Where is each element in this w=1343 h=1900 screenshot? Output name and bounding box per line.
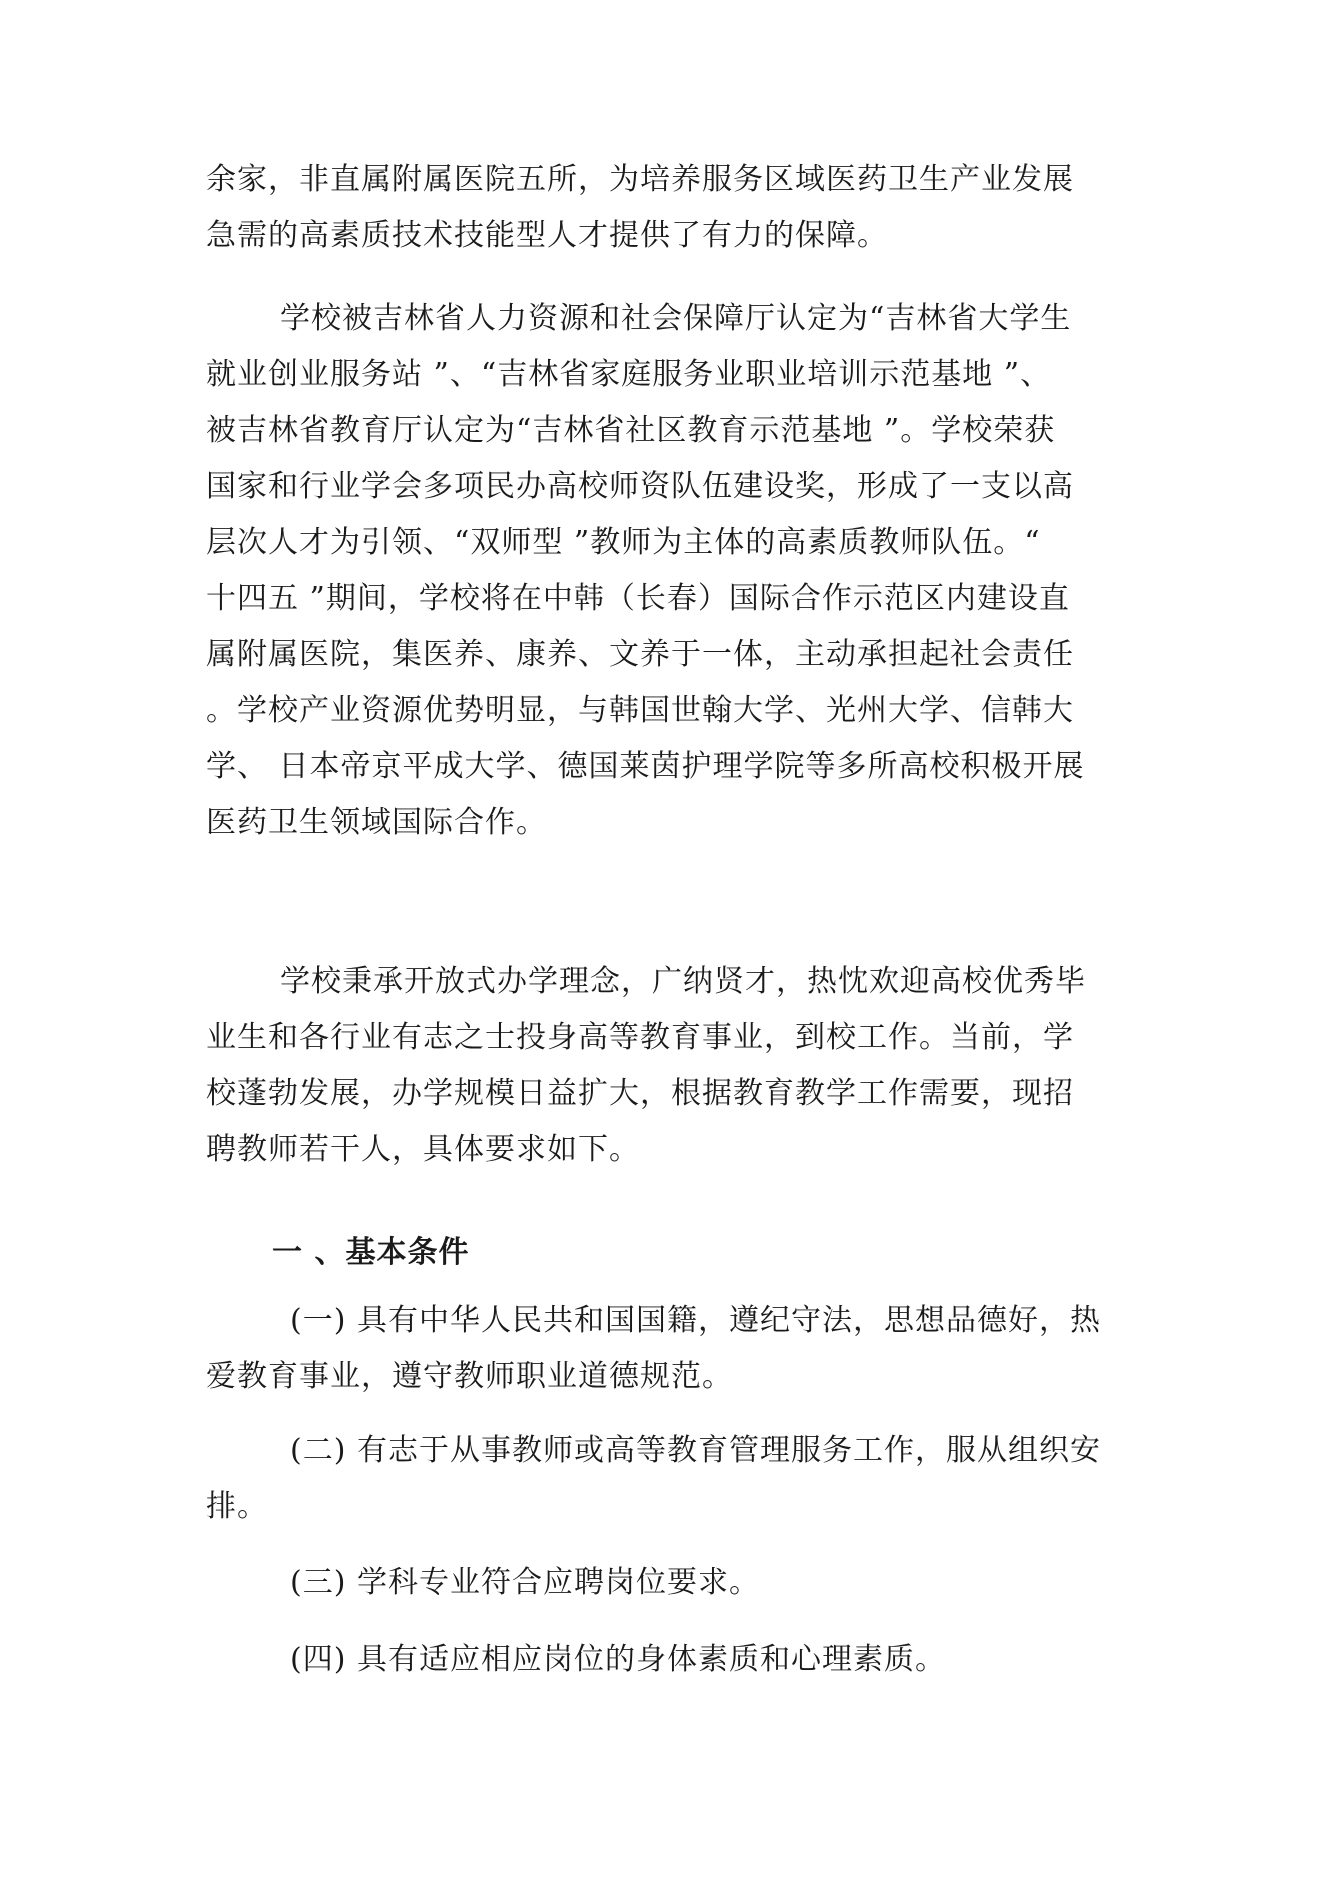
section-heading-basic-conditions [206, 1225, 1146, 1281]
text-line: (一) 具有中华人民共和国国籍，遵纪守法，思想品德好，热 [290, 1303, 1101, 1338]
text-line: 学、 日本帝京平成大学、德国莱茵护理学院等多所高校积极开展 [206, 749, 1085, 784]
text-line: 十四五 ”期间，学校将在中韩（长春）国际合作示范区内建设直 [206, 581, 1070, 616]
text-line: 业生和各行业有志之士投身高等教育事业，到校工作。当前，学 [206, 1020, 1074, 1055]
condition-item-2 [206, 1423, 1146, 1535]
text-line: (二) 有志于从事教师或高等教育管理服务工作，服从组织安 [290, 1433, 1101, 1468]
text-line: 爱教育事业，遵守教师职业道德规范。 [206, 1359, 733, 1394]
text-line: 聘教师若干人，具体要求如下。 [206, 1132, 640, 1167]
text-line: 国家和行业学会多项民办高校师资队伍建设奖，形成了一支以高 [206, 469, 1074, 504]
text-line: 学校秉承开放式办学理念，广纳贤才，热忱欢迎高校优秀毕 [280, 964, 1086, 999]
paragraph-recruitment-intro [206, 954, 1146, 1178]
condition-item-1 [206, 1293, 1146, 1405]
text-line: 就业创业服务站 ”、“吉林省家庭服务业职业培训示范基地 ”、 [206, 357, 1052, 392]
condition-item-4 [206, 1632, 1146, 1688]
text-line: 急需的高素质技术技能型人才提供了有力的保障。 [206, 218, 888, 253]
text-line: 层次人才为引领、“双师型 ”教师为主体的高素质教师队伍。“ [206, 525, 1041, 560]
text-line: 排。 [206, 1489, 268, 1524]
text-line: 学校被吉林省人力资源和社会保障厅认定为“吉林省大学生 [280, 301, 1072, 336]
text-line: 余家，非直属附属医院五所，为培养服务区域医药卫生产业发展 [206, 162, 1074, 197]
text-line: 被吉林省教育厅认定为“吉林省社区教育示范基地 ”。学校荣获 [206, 413, 1056, 448]
text-line: 。学校产业资源优势明显，与韩国世翰大学、光州大学、信韩大 [206, 693, 1074, 728]
text-line: (三) 学科专业符合应聘岗位要求。 [290, 1565, 760, 1600]
paragraph-school-honors [206, 291, 1146, 851]
condition-item-3 [206, 1555, 1146, 1611]
text-line: 医药卫生领域国际合作。 [206, 805, 547, 840]
text-line: 属附属医院，集医养、康养、文养于一体，主动承担起社会责任 [206, 637, 1074, 672]
paragraph-intro-continued [206, 152, 1146, 264]
text-line: (四) 具有适应相应岗位的身体素质和心理素质。 [290, 1642, 946, 1677]
text-line: 校蓬勃发展，办学规模日益扩大，根据教育教学工作需要，现招 [206, 1076, 1074, 1111]
section-heading: 一 、基本条件 [272, 1235, 470, 1270]
